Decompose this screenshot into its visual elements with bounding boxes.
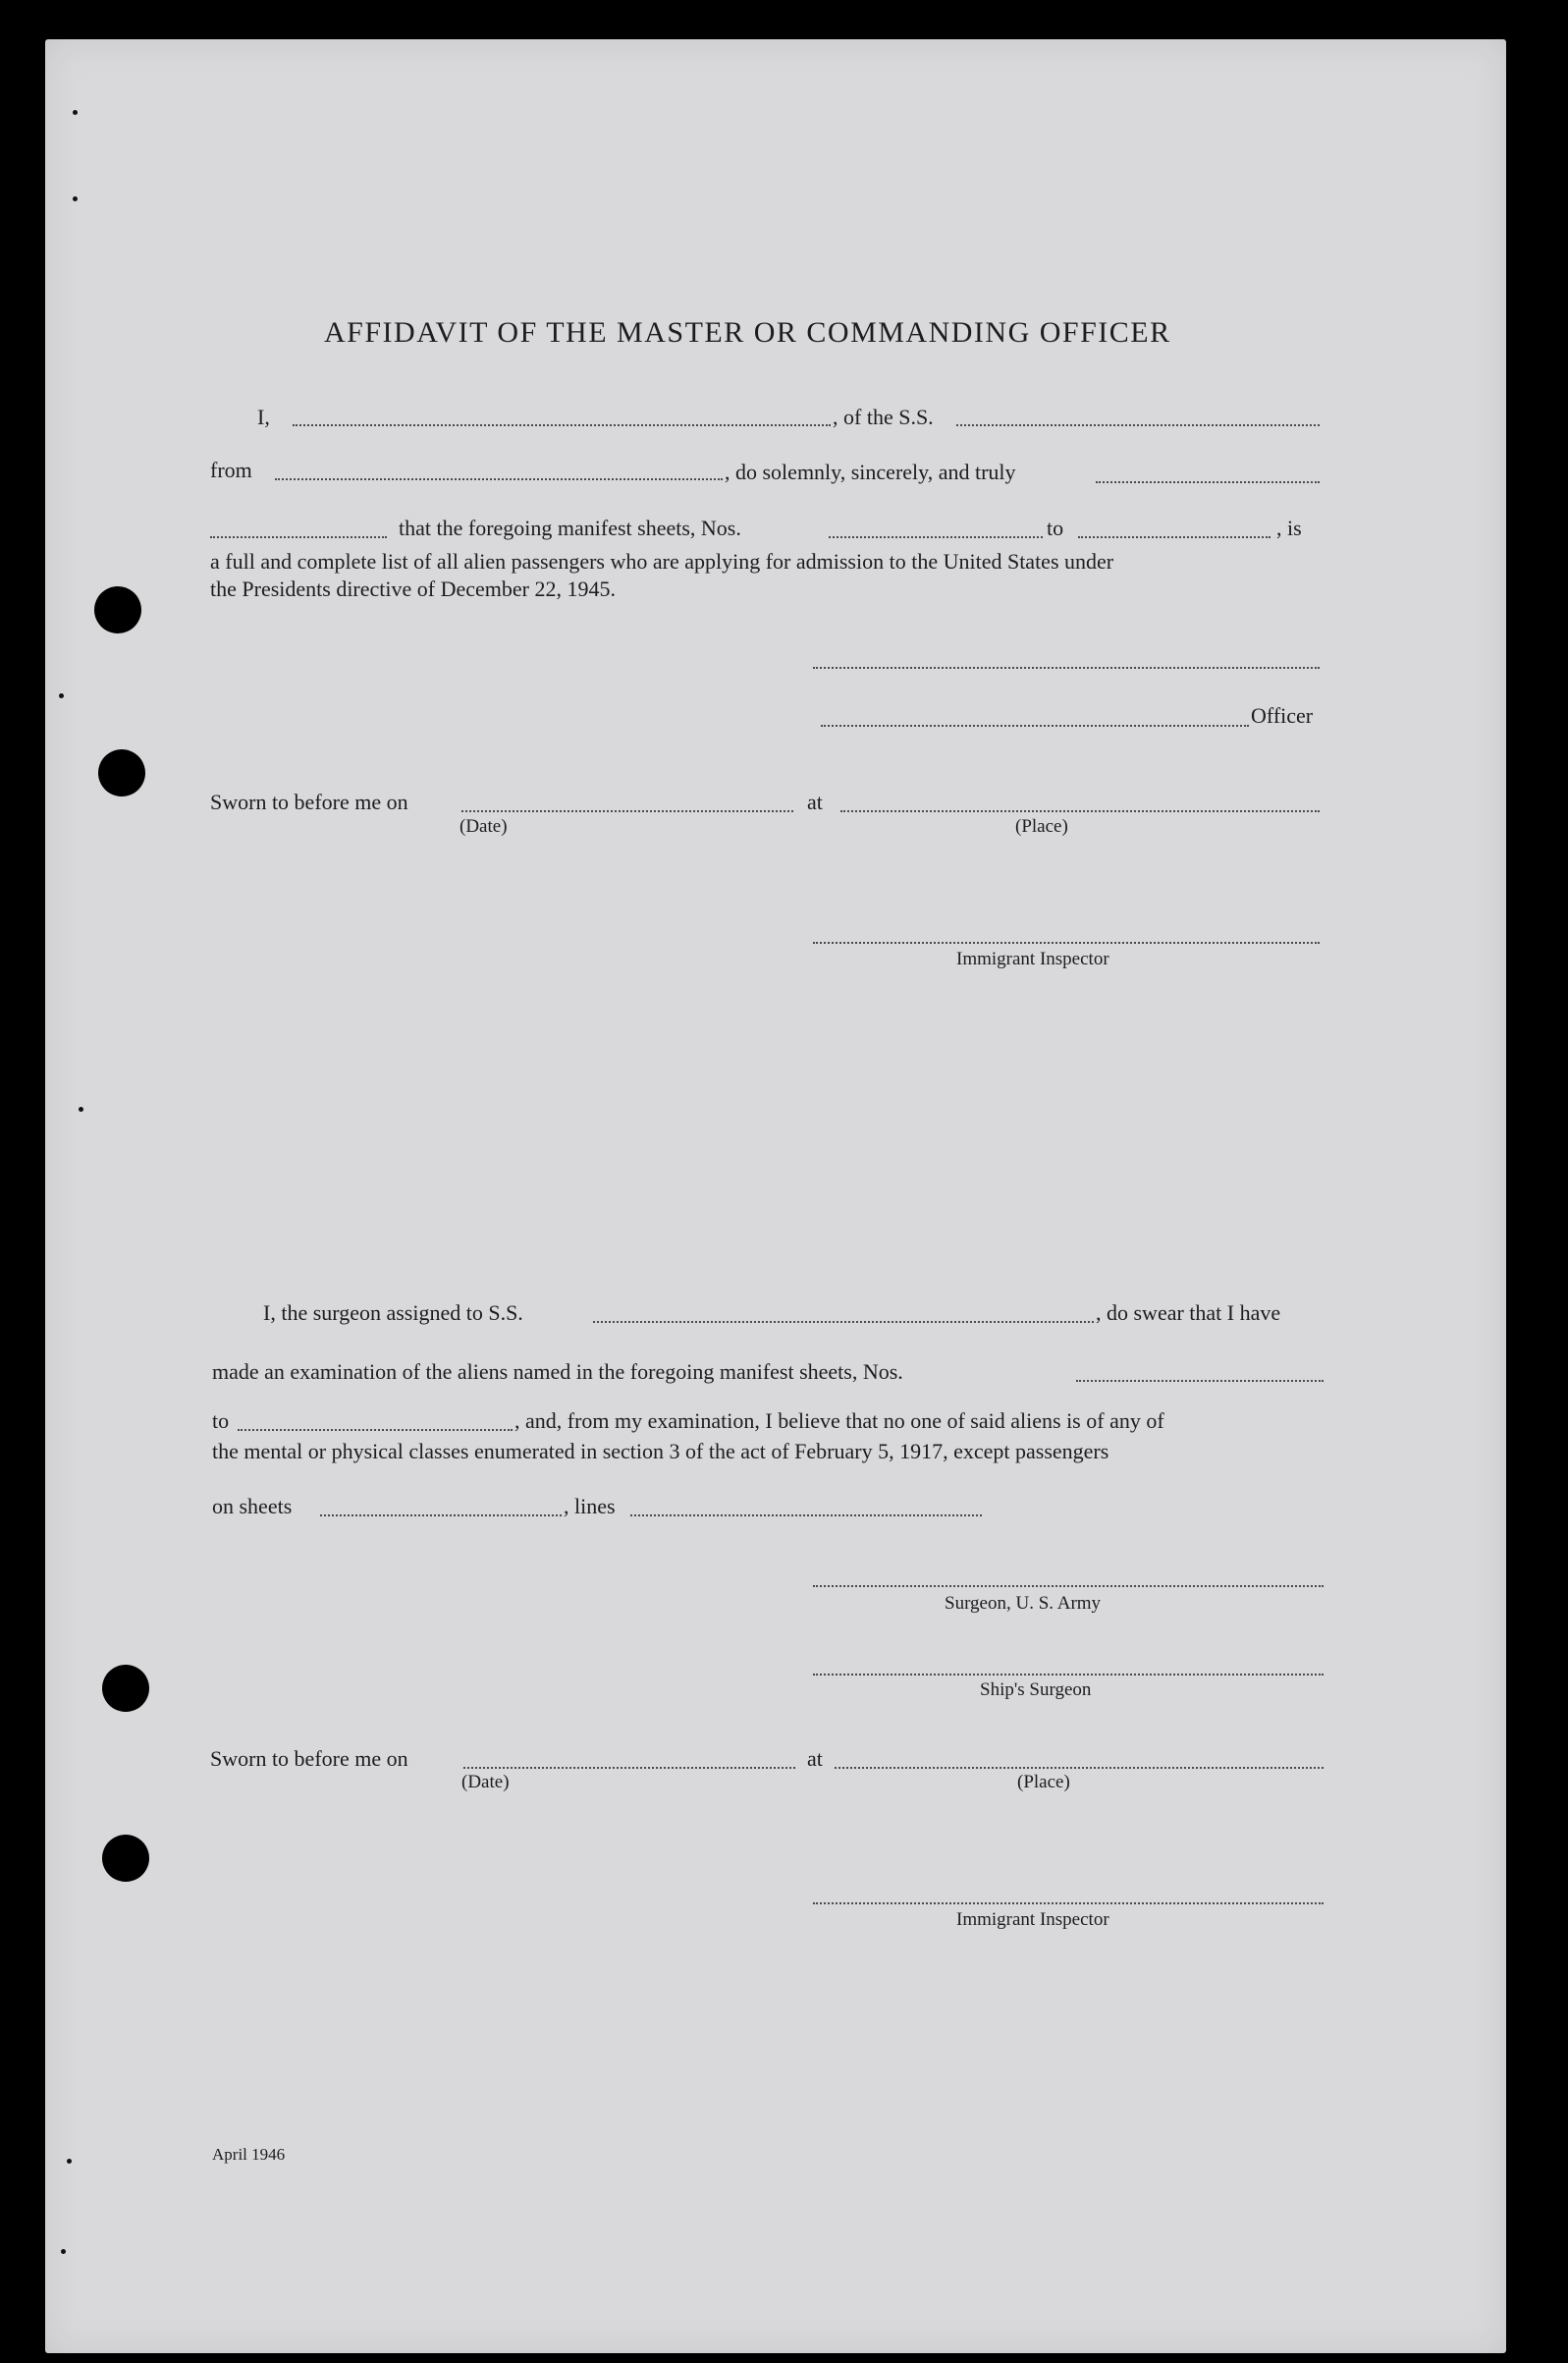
surgeon-line-3: , and, from my examination, I believe that no one of said aliens is of any of [514, 1408, 1164, 1433]
place-caption: (Place) [1015, 816, 1068, 837]
surgeon-ship-field[interactable] [593, 1321, 1094, 1323]
inspector-caption: Immigrant Inspector [956, 949, 1109, 969]
speck [73, 110, 78, 115]
punch-hole [94, 586, 141, 633]
surgeon-to-label: to [212, 1408, 230, 1433]
sworn-place-field[interactable] [840, 810, 1320, 812]
sheets-field[interactable] [320, 1514, 562, 1516]
oath-type-field[interactable] [210, 536, 387, 538]
sworn-label: Sworn to before me on [210, 790, 408, 814]
is-text: , is [1276, 516, 1302, 540]
manifest-text: that the foregoing manifest sheets, Nos. [399, 516, 741, 540]
sworn-date-field[interactable] [461, 810, 793, 812]
punch-hole [102, 1665, 149, 1712]
ships-surgeon-signature-field[interactable] [813, 1674, 1324, 1676]
master-i-label: I, [257, 405, 270, 429]
master-signature-field[interactable] [813, 667, 1320, 669]
officer-label: Officer [1251, 703, 1314, 728]
surgeon-sworn-label: Sworn to before me on [210, 1746, 408, 1771]
master-name-field[interactable] [293, 424, 831, 426]
punch-hole [98, 749, 145, 797]
date-caption: (Date) [460, 816, 508, 837]
speck [59, 693, 64, 698]
to-label: to [1047, 516, 1064, 540]
from-port-field[interactable] [275, 478, 723, 480]
army-surgeon-caption: Surgeon, U. S. Army [945, 1593, 1102, 1614]
surgeon-at-label: at [807, 1746, 823, 1771]
surgeon-inspector-caption: Immigrant Inspector [956, 1909, 1109, 1930]
speck [79, 1107, 83, 1112]
on-sheets-label: on sheets [212, 1494, 293, 1518]
affidavit-line-2: a full and complete list of all alien passengers who are applying for admission to the United States under [210, 549, 1114, 574]
at-label: at [807, 790, 823, 814]
surgeon-place-caption: (Place) [1017, 1772, 1070, 1792]
form-date-footer: April 1946 [212, 2145, 286, 2164]
speck [73, 196, 78, 201]
lines-label: , lines [564, 1494, 616, 1518]
from-label: from [210, 458, 252, 482]
surgeon-date-caption: (Date) [461, 1772, 510, 1792]
form-page [45, 39, 1506, 2353]
surgeon-line-1a: I, the surgeon assigned to S.S. [263, 1300, 523, 1325]
surgeon-line-4: the mental or physical classes enumerated in section 3 of the act of February 5, 1917, except passengers [212, 1439, 1109, 1463]
inspector-signature-field[interactable] [813, 942, 1320, 944]
manifest-from-field[interactable] [829, 536, 1043, 538]
punch-hole [102, 1835, 149, 1882]
solemnly-text: , do solemnly, sincerely, and truly [725, 460, 1016, 484]
oath-field[interactable] [1096, 481, 1320, 483]
surgeon-manifest-to-field[interactable] [238, 1429, 513, 1431]
speck [67, 2159, 72, 2164]
officer-signature-field[interactable] [821, 725, 1249, 727]
lines-field[interactable] [630, 1514, 982, 1516]
surgeon-inspector-signature-field[interactable] [813, 1902, 1324, 1904]
affidavit-line-3: the Presidents directive of December 22, 1945. [210, 577, 616, 601]
form-title: AFFIDAVIT OF THE MASTER OR COMMANDING OFFICER [324, 316, 1171, 349]
of-the-ss-label: , of the S.S. [833, 405, 934, 429]
army-surgeon-signature-field[interactable] [813, 1585, 1324, 1587]
ships-surgeon-caption: Ship's Surgeon [980, 1679, 1092, 1700]
speck [61, 2249, 66, 2254]
manifest-to-field[interactable] [1078, 536, 1271, 538]
ship-name-field[interactable] [956, 424, 1320, 426]
surgeon-line-2: made an examination of the aliens named in the foregoing manifest sheets, Nos. [212, 1359, 903, 1384]
surgeon-sworn-place-field[interactable] [835, 1767, 1324, 1769]
surgeon-sworn-date-field[interactable] [463, 1767, 795, 1769]
surgeon-line-1b: , do swear that I have [1096, 1300, 1281, 1325]
surgeon-manifest-from-field[interactable] [1076, 1380, 1324, 1382]
